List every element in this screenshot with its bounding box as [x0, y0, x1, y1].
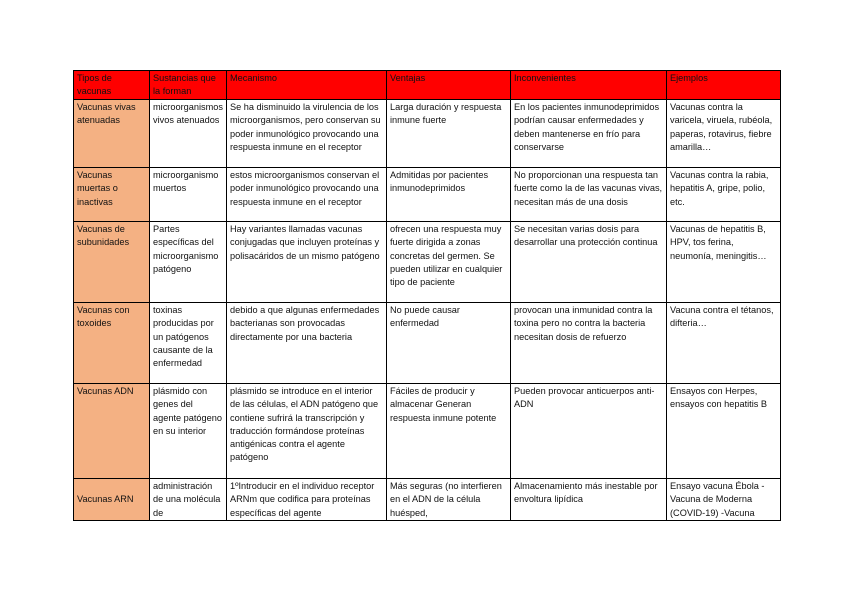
- ventajas-cell: Más seguras (no interfieren en el ADN de la célula huésped,: [387, 479, 511, 521]
- sustancias-cell: Partes específicas del microorganismo patógeno: [150, 222, 227, 303]
- header-sustancias: Sustancias que la forman: [150, 71, 227, 100]
- ejemplos-cell: Vacuna contra el tétanos, difteria…: [667, 303, 781, 384]
- sustancias-cell: plásmido con genes del agente patógeno en su interior: [150, 384, 227, 479]
- table-row: [74, 384, 781, 479]
- table-row: [74, 479, 781, 521]
- ventajas-cell: ofrecen una respuesta muy fuerte dirigida a zonas concretas del germen. Se pueden utilizar en cualquier tipo de paciente: [387, 222, 511, 303]
- ventajas-cell: No puede causar enfermedad: [387, 303, 511, 384]
- row-type-cell: Vacunas ADN: [74, 384, 150, 479]
- mecanismo-cell: 1ºIntroducir en el individuo receptor ARNm que codifica para proteínas específicas del agente: [227, 479, 387, 521]
- sustancias-cell: administración de una molécula de: [150, 479, 227, 521]
- ejemplos-cell: Vacunas contra la rabia, hepatitis A, gripe, polio, etc.: [667, 168, 781, 222]
- header-tipos: Tipos de vacunas: [74, 71, 150, 100]
- inconvenientes-cell: provocan una inmunidad contra la toxina pero no contra la bacteria necesitan dosis de refuerzo: [511, 303, 667, 384]
- sustancias-cell: microorganismos vivos atenuados: [150, 100, 227, 168]
- ventajas-cell: Larga duración y respuesta inmune fuerte: [387, 100, 511, 168]
- mecanismo-cell: plásmido se introduce en el interior de las células, el ADN patógeno que contiene sufrirá la transcripción y traducción formándose proteínas antigénicas contra el agente patógeno: [227, 384, 387, 479]
- inconvenientes-cell: Pueden provocar anticuerpos anti-ADN: [511, 384, 667, 479]
- header-inconvenientes: Inconvenientes: [511, 71, 667, 100]
- row-type-cell: Vacunas ARN: [74, 479, 150, 521]
- header-ventajas: Ventajas: [387, 71, 511, 100]
- mecanismo-cell: Hay variantes llamadas vacunas conjugadas que incluyen proteínas y polisacáridos de un mismo patógeno: [227, 222, 387, 303]
- mecanismo-cell: estos microorganismos conservan el poder inmunológico provocando una respuesta inmune en el receptor: [227, 168, 387, 222]
- inconvenientes-cell: Almacenamiento más inestable por envoltura lipídica: [511, 479, 667, 521]
- ejemplos-cell: Vacunas de hepatitis B, HPV, tos ferina, neumonía, meningitis…: [667, 222, 781, 303]
- row-type-cell: Vacunas muertas o inactivas: [74, 168, 150, 222]
- row-type-cell: Vacunas con toxoides: [74, 303, 150, 384]
- sustancias-cell: toxinas producidas por un patógenos causante de la enfermedad: [150, 303, 227, 384]
- ejemplos-cell: Vacunas contra la varicela, viruela, rubéola, paperas, rotavirus, fiebre amarilla…: [667, 100, 781, 168]
- header-ejemplos: Ejemplos: [667, 71, 781, 100]
- table-row: [74, 303, 781, 384]
- sustancias-cell: microorganismo muertos: [150, 168, 227, 222]
- row-type-cell: Vacunas de subunidades: [74, 222, 150, 303]
- mecanismo-cell: Se ha disminuido la virulencia de los microorganismos, pero conservan su poder inmunológico provocando una respuesta inmune en el receptor: [227, 100, 387, 168]
- table-row: [74, 222, 781, 303]
- inconvenientes-cell: Se necesitan varias dosis para desarrollar una protección continua: [511, 222, 667, 303]
- row-type-cell: Vacunas vivas atenuadas: [74, 100, 150, 168]
- header-mecanismo: Mecanismo: [227, 71, 387, 100]
- inconvenientes-cell: En los pacientes inmunodeprimidos podrían causar enfermedades y deben mantenerse en frío para conservarse: [511, 100, 667, 168]
- ejemplos-cell: Ensayos con Herpes, ensayos con hepatitis B: [667, 384, 781, 479]
- table-row: [74, 168, 781, 222]
- table-header-row: [74, 71, 781, 100]
- ventajas-cell: Fáciles de producir y almacenar Generan respuesta inmune potente: [387, 384, 511, 479]
- table-row: [74, 100, 781, 168]
- mecanismo-cell: debido a que algunas enfermedades bacterianas son provocadas directamente por una bacteria: [227, 303, 387, 384]
- ventajas-cell: Admitidas por pacientes inmunodeprimidos: [387, 168, 511, 222]
- vaccine-types-table: [73, 70, 781, 521]
- ejemplos-cell: Ensayo vacuna Ébola - Vacuna de Moderna (COVID-19) -Vacuna: [667, 479, 781, 521]
- inconvenientes-cell: No proporcionan una respuesta tan fuerte como la de las vacunas vivas, necesitan más de una dosis: [511, 168, 667, 222]
